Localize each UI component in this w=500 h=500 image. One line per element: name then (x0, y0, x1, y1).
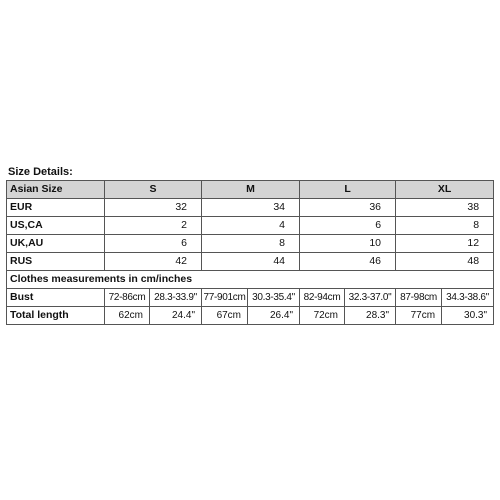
table-cell: 10 (300, 235, 396, 253)
header-cell: L (300, 181, 396, 199)
row-label: UK,AU (7, 235, 105, 253)
table-row (7, 289, 494, 307)
table-cell: 28.3-33.9" (150, 289, 202, 307)
table-cell: 42 (105, 253, 202, 271)
row-label: US,CA (7, 217, 105, 235)
table-cell: 77cm (396, 307, 442, 325)
table-cell: 34.3-38.6" (442, 289, 494, 307)
table-cell: 32.3-37.0" (345, 289, 396, 307)
page-title: Size Details: (8, 166, 73, 178)
table-row (7, 199, 494, 217)
section-row (7, 271, 494, 289)
table-cell: 8 (396, 217, 494, 235)
header-cell: XL (396, 181, 494, 199)
header-cell: S (105, 181, 202, 199)
table-cell: 77-901cm (202, 289, 248, 307)
header-cell: M (202, 181, 300, 199)
row-label: EUR (7, 199, 105, 217)
row-label: Bust (7, 289, 105, 307)
size-chart-table (6, 180, 494, 325)
table-cell: 24.4" (150, 307, 202, 325)
measurements-section-title: Clothes measurements in cm/inches (7, 271, 494, 289)
size-header-row (7, 181, 494, 199)
table-cell: 12 (396, 235, 494, 253)
table-cell: 30.3-35.4" (248, 289, 300, 307)
table-cell: 34 (202, 199, 300, 217)
table-row (7, 235, 494, 253)
table-cell: 4 (202, 217, 300, 235)
table-cell: 2 (105, 217, 202, 235)
table-cell: 44 (202, 253, 300, 271)
row-label: RUS (7, 253, 105, 271)
table-cell: 36 (300, 199, 396, 217)
table-cell: 62cm (105, 307, 150, 325)
table-cell: 30.3" (442, 307, 494, 325)
table-row (7, 307, 494, 325)
table-cell: 32 (105, 199, 202, 217)
table-cell: 48 (396, 253, 494, 271)
table-cell: 67cm (202, 307, 248, 325)
table-cell: 26.4" (248, 307, 300, 325)
table-cell: 28.3" (345, 307, 396, 325)
row-label: Total length (7, 307, 105, 325)
table-row (7, 217, 494, 235)
table-cell: 6 (300, 217, 396, 235)
table-cell: 6 (105, 235, 202, 253)
table-row (7, 253, 494, 271)
table-cell: 38 (396, 199, 494, 217)
table-cell: 82-94cm (300, 289, 345, 307)
table-cell: 72cm (300, 307, 345, 325)
table-cell: 46 (300, 253, 396, 271)
table-cell: 87-98cm (396, 289, 442, 307)
table-cell: 72-86cm (105, 289, 150, 307)
header-cell: Asian Size (7, 181, 105, 199)
table-cell: 8 (202, 235, 300, 253)
